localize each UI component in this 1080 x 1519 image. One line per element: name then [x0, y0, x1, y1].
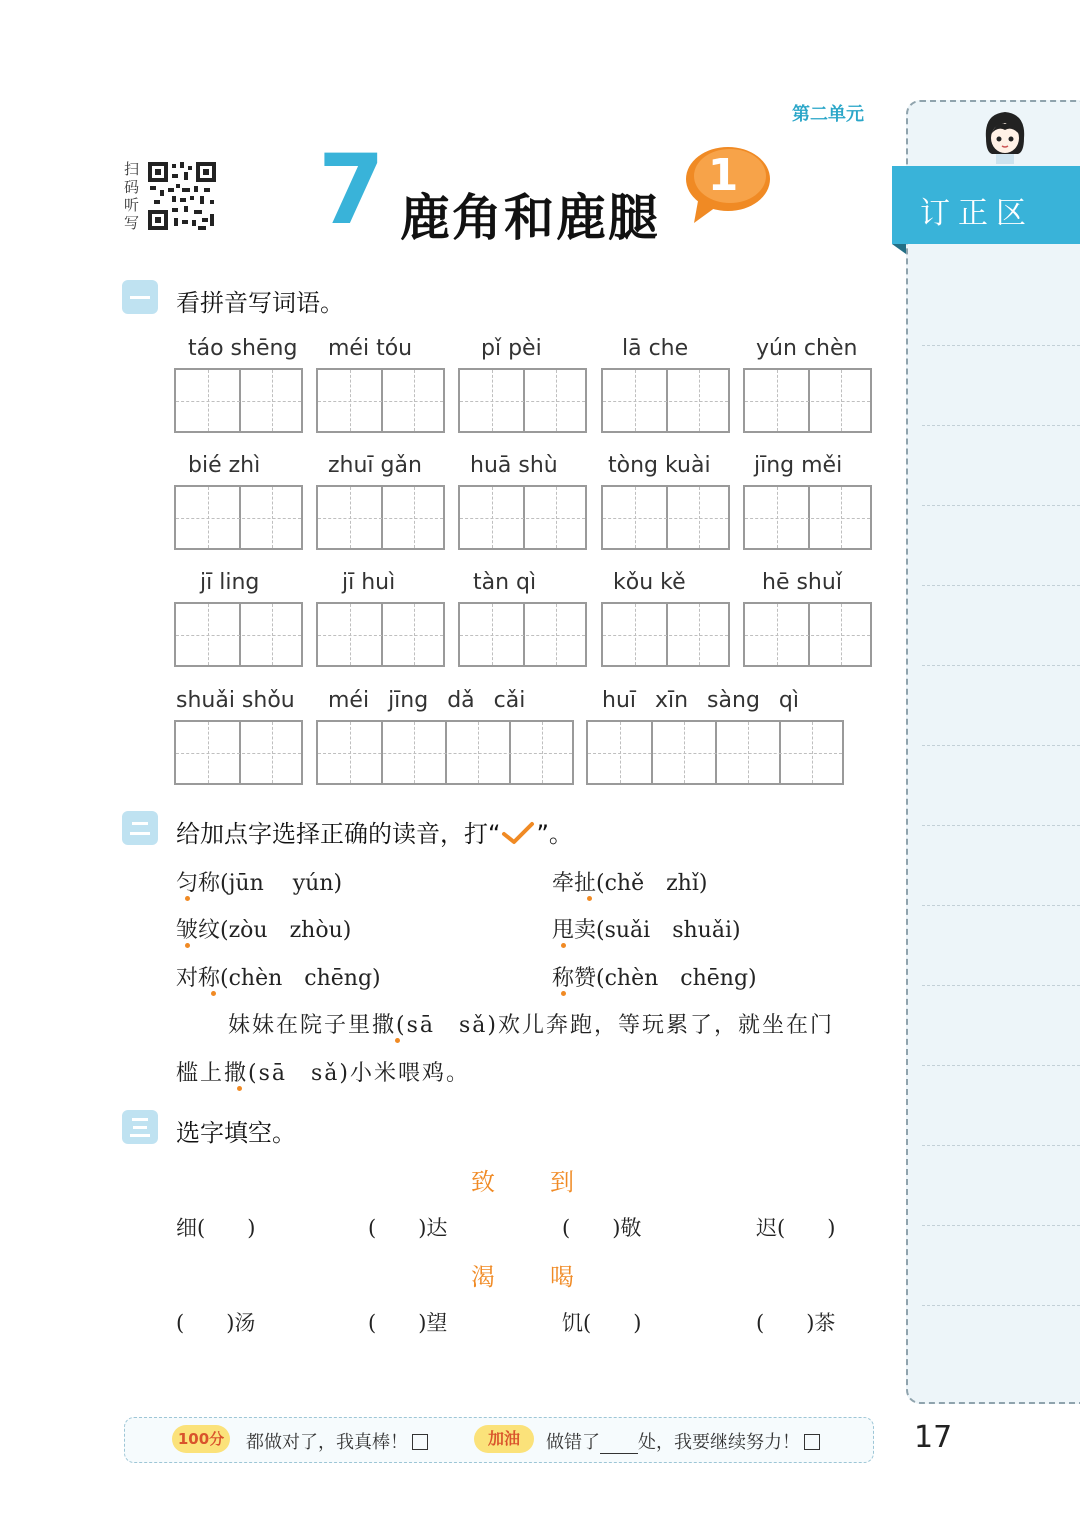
cheer-text-before: 做错了 — [546, 1432, 600, 1453]
tianzige-box-4[interactable] — [586, 720, 844, 785]
reading-choice-item[interactable]: 称赞(chèn chēng) — [552, 966, 757, 991]
emphasis-dot — [185, 943, 190, 948]
emphasis-dot — [395, 1038, 400, 1043]
score-badge: 100分 — [172, 1425, 230, 1453]
tianzige-box[interactable] — [601, 485, 730, 550]
numeral-one-icon — [128, 285, 152, 309]
checkbox-all-correct[interactable] — [412, 1434, 428, 1450]
tianzige-box[interactable] — [601, 602, 730, 667]
page-number: 17 — [914, 1420, 953, 1455]
qr-code-icon[interactable] — [146, 160, 218, 232]
reading-choice-item[interactable]: 匀称(jūn yún) — [176, 871, 343, 896]
emphasis-dot — [185, 896, 190, 901]
emphasis-dot — [561, 943, 566, 948]
cheer-badge: 加油 — [474, 1425, 534, 1453]
fill-blank-item[interactable]: ( )敬 — [562, 1216, 642, 1240]
fill-blank-item[interactable]: ( )茶 — [756, 1311, 836, 1335]
correction-line — [922, 665, 1080, 666]
pinyin-label: lā che — [622, 336, 689, 361]
correction-line — [922, 345, 1080, 346]
pinyin-label: kǒu kě — [613, 570, 686, 595]
correction-line — [922, 1065, 1080, 1066]
correction-panel — [906, 100, 1080, 1404]
emphasis-dot — [587, 896, 592, 901]
section-badge-3 — [122, 1110, 158, 1144]
tianzige-box[interactable] — [316, 485, 445, 550]
pinyin-label: jī ling — [200, 570, 260, 595]
tianzige-box[interactable] — [743, 368, 872, 433]
correction-line — [922, 1305, 1080, 1306]
emphasis-dot — [561, 991, 566, 996]
choice-character: 喝 — [550, 1263, 574, 1291]
practice-number: 1 — [707, 150, 739, 201]
tianzige-box[interactable] — [743, 602, 872, 667]
fill-blank-item[interactable]: ( )达 — [368, 1216, 448, 1240]
lesson-title: 鹿角和鹿腿 — [400, 189, 660, 247]
error-count-blank[interactable] — [600, 1432, 638, 1454]
correction-line — [922, 1145, 1080, 1146]
score-text-label: 都做对了，我真棒！ — [246, 1432, 408, 1453]
pinyin-label: bié zhì — [188, 453, 261, 478]
pinyin-label: hē shuǐ — [762, 570, 842, 595]
unit-label: 第二单元 — [792, 104, 864, 125]
pinyin-label: tòng kuài — [608, 453, 711, 478]
reading-choice-item[interactable]: 皱纹(zòu zhòu) — [176, 918, 352, 943]
numeral-three-icon — [128, 1115, 152, 1139]
section-badge-2 — [122, 811, 158, 845]
tianzige-box-4[interactable] — [316, 720, 574, 785]
correction-line — [922, 585, 1080, 586]
tianzige-box[interactable] — [458, 368, 587, 433]
tianzige-box[interactable] — [458, 602, 587, 667]
fill-blank-item[interactable]: 饥( ) — [562, 1311, 642, 1335]
pinyin-label: zhuī gǎn — [328, 453, 422, 478]
tianzige-box[interactable] — [316, 368, 445, 433]
pinyin-label: tàn qì — [473, 570, 537, 595]
pinyin-label: yún chèn — [756, 336, 858, 361]
fill-blank-item[interactable]: ( )汤 — [176, 1311, 256, 1335]
section-2-title-end: ”。 — [536, 820, 573, 848]
qr-label: 扫码听写 — [124, 160, 140, 232]
pinyin-label: jīng měi — [754, 453, 843, 478]
choice-character: 致 — [471, 1168, 495, 1196]
checkbox-keep-trying[interactable] — [804, 1434, 820, 1450]
correction-line — [922, 745, 1080, 746]
correction-line — [922, 1225, 1080, 1226]
correction-line — [922, 985, 1080, 986]
correction-line — [922, 505, 1080, 506]
fill-blank-item[interactable]: 细( ) — [176, 1216, 256, 1240]
section-1-title: 看拼音写词语。 — [176, 289, 344, 317]
pinyin-label: méi jīng dǎ cǎi — [328, 688, 526, 713]
checkmark-icon — [500, 820, 536, 846]
tianzige-box[interactable] — [743, 485, 872, 550]
pinyin-label: shuǎi shǒu — [176, 688, 295, 713]
lesson-number: 7 — [318, 134, 385, 246]
pinyin-label: jī huì — [342, 570, 396, 595]
banner-fold — [892, 244, 906, 254]
tianzige-box[interactable] — [174, 602, 303, 667]
pinyin-label: méi tóu — [328, 336, 413, 361]
reading-choice-item[interactable]: 牵扯(chě zhǐ) — [552, 871, 708, 896]
pinyin-label: huā shù — [470, 453, 558, 478]
girl-mascot-icon — [978, 108, 1032, 168]
choice-character: 到 — [550, 1168, 574, 1196]
reading-paragraph-line[interactable]: 妹妹在院子里撒(sā sǎ)欢儿奔跑，等玩累了，就坐在门 — [228, 1013, 834, 1038]
correction-line — [922, 825, 1080, 826]
score-text — [246, 1428, 428, 1454]
pinyin-label: táo shēng — [188, 336, 298, 361]
fill-blank-item[interactable]: 迟( ) — [756, 1216, 836, 1240]
reading-paragraph-line[interactable]: 槛上撒(sā sǎ)小米喂鸡。 — [176, 1061, 470, 1086]
emphasis-dot — [237, 1086, 242, 1091]
section-3-title: 选字填空。 — [176, 1119, 296, 1147]
tianzige-box[interactable] — [174, 720, 303, 785]
section-badge-1 — [122, 280, 158, 314]
reading-choice-item[interactable]: 甩卖(suǎi shuǎi) — [552, 918, 741, 943]
fill-blank-item[interactable]: ( )望 — [368, 1311, 448, 1335]
pinyin-label: pǐ pèi — [481, 336, 542, 361]
tianzige-box[interactable] — [174, 485, 303, 550]
emphasis-dot — [211, 991, 216, 996]
tianzige-box[interactable] — [316, 602, 445, 667]
cheer-text — [546, 1428, 820, 1454]
reading-choice-item[interactable]: 对称(chèn chēng) — [176, 966, 381, 991]
correction-title: 订正区 — [920, 196, 1034, 231]
tianzige-box[interactable] — [174, 368, 303, 433]
numeral-two-icon — [128, 816, 152, 840]
section-2-title-text: 给加点字选择正确的读音，打“ — [176, 820, 501, 848]
section-2-title — [176, 814, 573, 849]
correction-line — [922, 425, 1080, 426]
pinyin-label: huī xīn sàng qì — [602, 688, 799, 713]
tianzige-box[interactable] — [458, 485, 587, 550]
choice-character: 渴 — [471, 1263, 495, 1291]
correction-line — [922, 905, 1080, 906]
cheer-text-after: 处，我要继续努力！ — [638, 1432, 800, 1453]
tianzige-box[interactable] — [601, 368, 730, 433]
